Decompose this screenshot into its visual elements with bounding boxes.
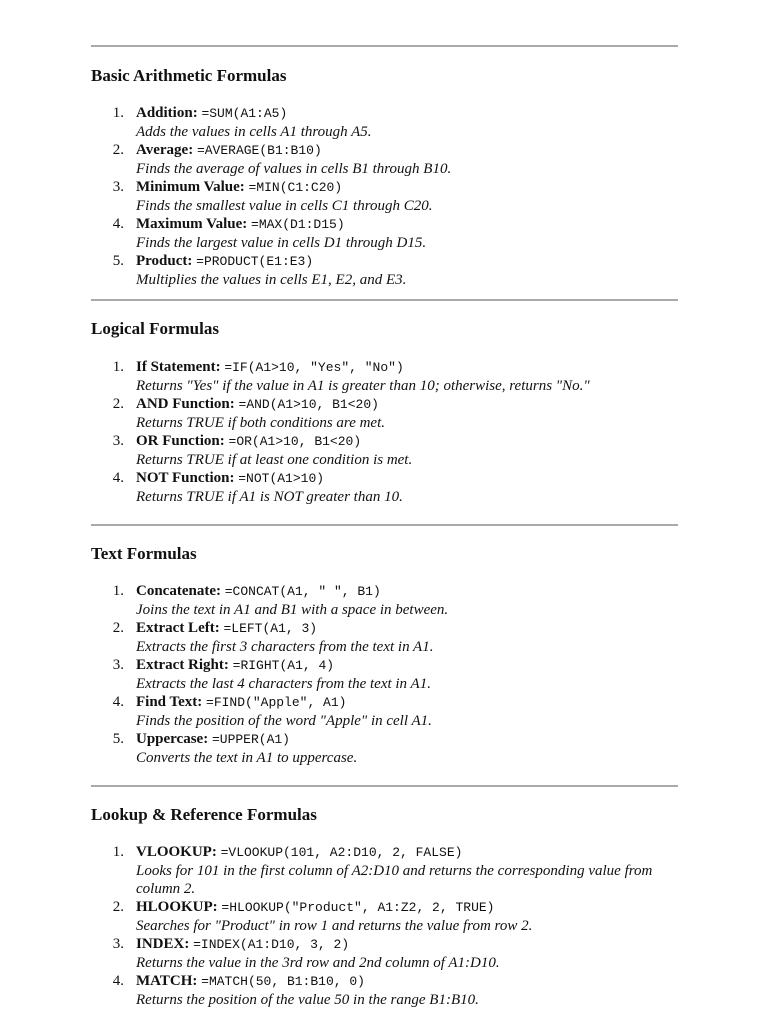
item-description: Returns "Yes" if the value in A1 is greater than 10; otherwise, returns "No." (136, 378, 590, 394)
item-label: MATCH: (136, 973, 198, 989)
section-divider (91, 524, 678, 526)
item-label: Extract Left: (136, 620, 220, 636)
item-label: Product: (136, 253, 193, 269)
item-description: Adds the values in cells A1 through A5. (136, 124, 372, 140)
item-description: Finds the largest value in cells D1 through D15. (136, 235, 427, 251)
item-number: 3. (112, 657, 124, 673)
item-number: 1. (112, 359, 124, 375)
list-item (91, 252, 678, 289)
item-description: Returns TRUE if at least one condition is met. (136, 452, 413, 468)
item-number: 2. (112, 899, 124, 915)
section-divider (91, 45, 678, 47)
item-label: Find Text: (136, 694, 203, 710)
item-description: Joins the text in A1 and B1 with a space in between. (136, 602, 449, 618)
list-item (91, 619, 678, 656)
item-formula: =AVERAGE(B1:B10) (196, 143, 322, 158)
list-item (91, 178, 678, 215)
item-number: 4. (112, 470, 124, 486)
item-label: Average: (136, 142, 194, 158)
item-label: Extract Right: (136, 657, 229, 673)
item-number: 2. (112, 142, 124, 158)
item-description: Finds the position of the word "Apple" in cell A1. (136, 713, 432, 729)
section-title: Basic Arithmetic Formulas (91, 66, 287, 85)
item-description: Extracts the first 3 characters from the text in A1. (136, 639, 434, 655)
list-item (91, 693, 678, 730)
item-number: 1. (112, 583, 124, 599)
list-item (91, 395, 678, 432)
item-label: Minimum Value: (136, 179, 245, 195)
item-number: 5. (112, 253, 124, 269)
section-divider (91, 785, 678, 787)
item-number: 3. (112, 433, 124, 449)
item-description: Finds the smallest value in cells C1 through C20. (136, 198, 433, 214)
item-label: Concatenate: (136, 583, 221, 599)
section-basic-arithmetic (91, 66, 678, 289)
section-title: Text Formulas (91, 544, 197, 563)
item-label: Uppercase: (136, 731, 209, 747)
item-formula: =IF(A1>10, "Yes", "No") (224, 360, 404, 375)
item-number: 1. (112, 105, 124, 121)
item-formula: =PRODUCT(E1:E3) (196, 254, 314, 269)
item-description: Finds the average of values in cells B1 through B10. (136, 161, 452, 177)
item-formula: =SUM(A1:A5) (201, 106, 288, 121)
item-formula: =HLOOKUP("Product", A1:Z2, 2, TRUE) (221, 900, 495, 915)
item-formula: =MIN(C1:C20) (248, 180, 343, 195)
item-description: Returns TRUE if both conditions are met. (136, 415, 386, 431)
item-description: Returns the position of the value 50 in the range B1:B10. (136, 992, 479, 1008)
item-number: 4. (112, 694, 124, 710)
item-description: Returns TRUE if A1 is NOT greater than 10. (136, 489, 403, 505)
item-label: AND Function: (136, 396, 235, 412)
item-description: Searches for "Product" in row 1 and returns the value from row 2. (136, 918, 533, 934)
item-number: 5. (112, 731, 124, 747)
list-item (91, 104, 678, 141)
section-lookup-reference (91, 805, 678, 1009)
item-number: 4. (112, 973, 124, 989)
item-description: Looks for 101 in the first column of A2:D10 and returns the corresponding value from column 2. (136, 863, 653, 897)
item-number: 3. (112, 936, 124, 952)
section-title: Logical Formulas (91, 319, 219, 338)
item-description: Multiplies the values in cells E1, E2, and E3. (136, 272, 407, 288)
item-formula: =MATCH(50, B1:B10, 0) (201, 974, 365, 989)
item-description: Extracts the last 4 characters from the text in A1. (136, 676, 431, 692)
formula-list (91, 582, 678, 767)
section-logical (91, 319, 678, 506)
item-formula: =UPPER(A1) (211, 732, 290, 747)
list-item (91, 898, 678, 935)
item-number: 2. (112, 396, 124, 412)
list-item (91, 656, 678, 693)
item-formula: =OR(A1>10, B1<20) (228, 434, 362, 449)
list-item (91, 469, 678, 506)
list-item (91, 730, 678, 767)
list-item (91, 141, 678, 178)
item-label: VLOOKUP: (136, 844, 217, 860)
list-item (91, 972, 678, 1009)
item-label: HLOOKUP: (136, 899, 218, 915)
section-divider (91, 299, 678, 301)
item-number: 1. (112, 844, 124, 860)
item-formula: =INDEX(A1:D10, 3, 2) (193, 937, 350, 952)
item-label: INDEX: (136, 936, 190, 952)
item-description: Returns the value in the 3rd row and 2nd column of A1:D10. (136, 955, 500, 971)
item-formula: =FIND("Apple", A1) (206, 695, 347, 710)
item-number: 4. (112, 216, 124, 232)
item-label: Addition: (136, 105, 198, 121)
item-formula: =CONCAT(A1, " ", B1) (224, 584, 381, 599)
formula-list (91, 358, 678, 506)
item-number: 2. (112, 620, 124, 636)
list-item (91, 215, 678, 252)
item-formula: =LEFT(A1, 3) (223, 621, 318, 636)
item-formula: =MAX(D1:D15) (251, 217, 345, 232)
list-item (91, 935, 678, 972)
item-formula: =RIGHT(A1, 4) (232, 658, 335, 673)
item-description: Converts the text in A1 to uppercase. (136, 750, 358, 766)
item-formula: =VLOOKUP(101, A2:D10, 2, FALSE) (220, 845, 463, 860)
item-label: NOT Function: (136, 470, 235, 486)
document-page (91, 45, 678, 1009)
item-formula: =NOT(A1>10) (238, 471, 325, 486)
formula-list (91, 104, 678, 289)
section-text (91, 544, 678, 767)
item-label: Maximum Value: (136, 216, 248, 232)
list-item (91, 432, 678, 469)
list-item (91, 358, 678, 395)
item-label: If Statement: (136, 359, 221, 375)
section-title: Lookup & Reference Formulas (91, 805, 317, 824)
item-number: 3. (112, 179, 124, 195)
item-label: OR Function: (136, 433, 225, 449)
list-item (91, 843, 678, 898)
list-item (91, 582, 678, 619)
item-formula: =AND(A1>10, B1<20) (238, 397, 379, 412)
formula-list (91, 843, 678, 1009)
